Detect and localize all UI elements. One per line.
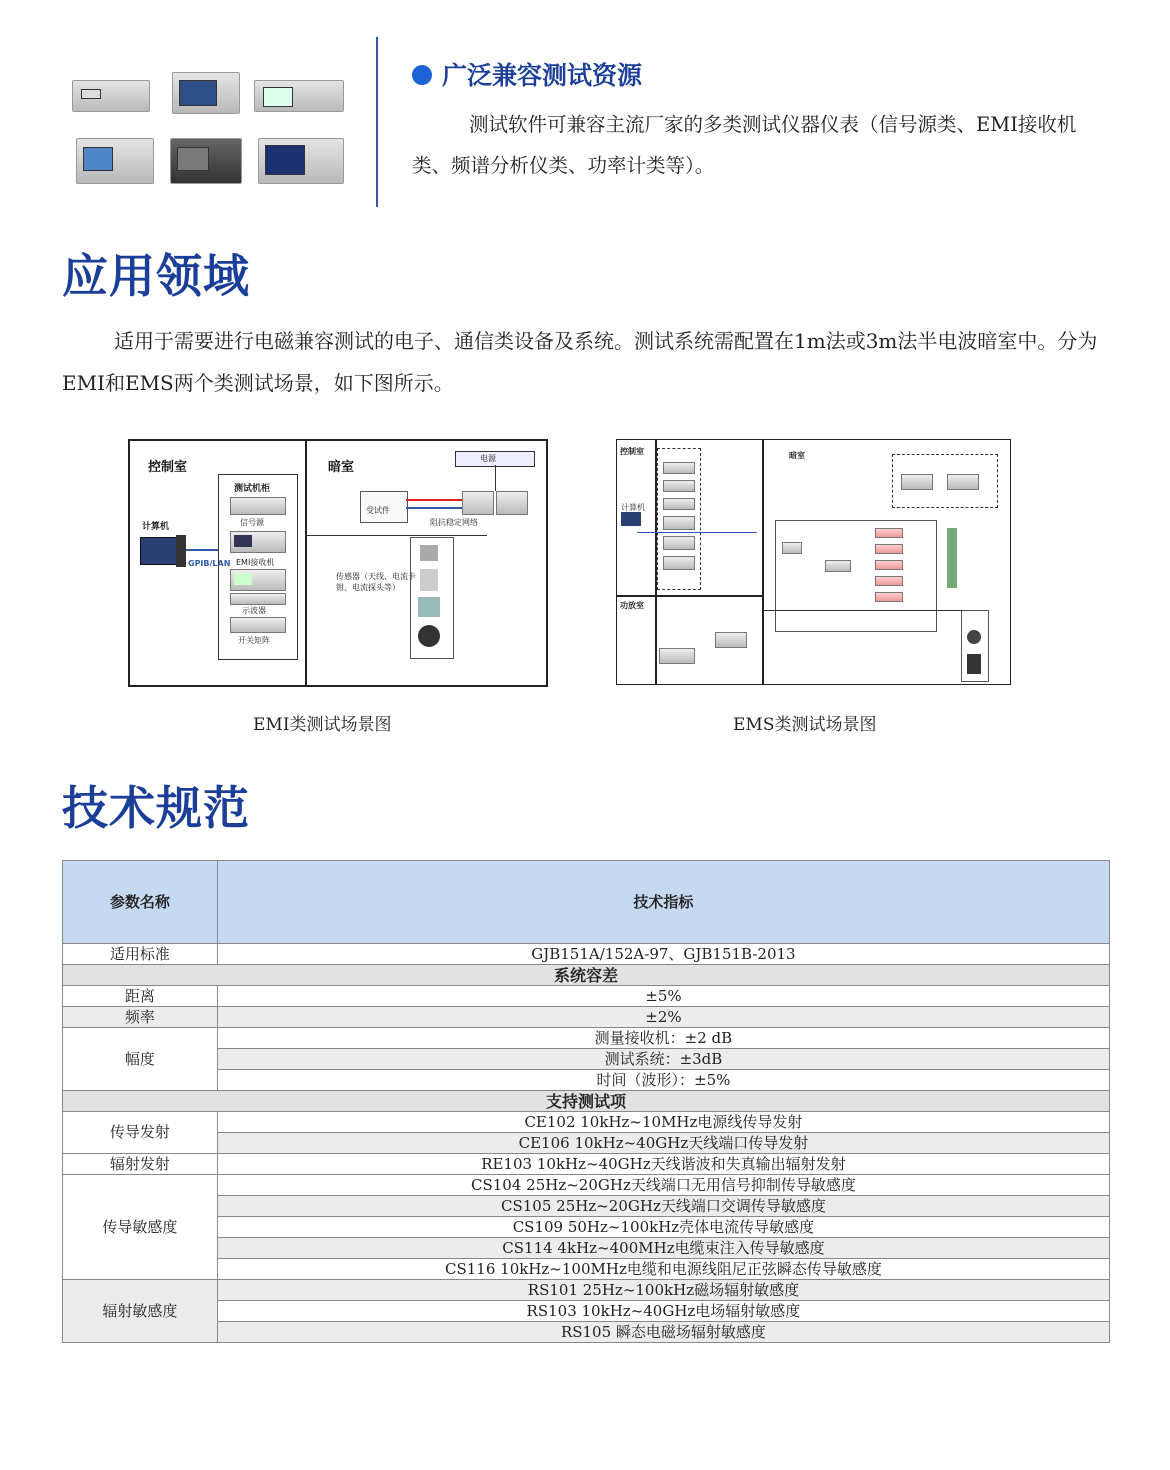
- param-name: 传导发射: [63, 1112, 218, 1154]
- probe-icon: [418, 597, 440, 617]
- param-value: CE102 10kHz~10MHz电源线传导发射: [217, 1112, 1109, 1133]
- amplifier-icon: [875, 528, 903, 538]
- instrument-image: [72, 80, 150, 112]
- param-value: CS116 10kHz~100MHz电缆和电源线阻尼正弦瞬态传导敏感度: [217, 1259, 1109, 1280]
- instrument-image: [254, 80, 344, 112]
- table-row: [63, 1007, 1110, 1028]
- table-row: [63, 1259, 1110, 1280]
- param-value: RS105 瞬态电磁场辐射敏感度: [217, 1322, 1109, 1343]
- ems-caption: EMS类测试场景图: [733, 715, 877, 735]
- param-name: 距离: [63, 986, 218, 1007]
- param-value: 测量接收机：±2 dB: [217, 1028, 1109, 1049]
- lisn-label: 阻抗稳定网络: [430, 518, 478, 527]
- antenna-icon: [420, 569, 438, 591]
- param-value: ±2%: [217, 1007, 1109, 1028]
- instrument-icon: [663, 556, 695, 570]
- current-clamp-icon: [418, 625, 440, 647]
- emi-diagram: [128, 439, 548, 687]
- table-row: [63, 1133, 1110, 1154]
- table-row: [63, 1091, 1110, 1112]
- table-row: [63, 1238, 1110, 1259]
- col-param-header: 参数名称: [63, 861, 218, 944]
- application-text: 适用于需要进行电磁兼容测试的电子、通信类设备及系统。测试系统需配置在1m法或3m法半电波暗室中。分为EMI和EMS两个类测试场景，如下图所示。: [62, 329, 1098, 395]
- param-value: CS105 25Hz~20GHz天线端口交调传导敏感度: [217, 1196, 1109, 1217]
- table-row: [63, 1175, 1110, 1196]
- amplifier-icon: [875, 576, 903, 586]
- param-value: CS104 25Hz~20GHz天线端口无用信号抑制传导敏感度: [217, 1175, 1109, 1196]
- oscilloscope-icon: [230, 593, 286, 605]
- instrument-image: [258, 138, 344, 184]
- resource-text: 测试软件可兼容主流厂家的多类测试仪器仪表（信号源类、EMI接收机类、频谱分析仪类、功率计类等）。: [412, 113, 1077, 177]
- param-value: RS101 25Hz~100kHz磁场辐射敏感度: [217, 1280, 1109, 1301]
- probe-icon: [967, 654, 981, 674]
- table-row: [63, 986, 1110, 1007]
- col-index-header: 技术指标: [217, 861, 1109, 944]
- dark-room-label: 暗室: [789, 451, 805, 460]
- param-name: 适用标准: [63, 944, 218, 965]
- receiver-label: EMI接收机: [236, 558, 275, 567]
- param-value: CS109 50Hz~100kHz壳体电流传导敏感度: [217, 1217, 1109, 1238]
- group-header: 系统容差: [63, 965, 1110, 986]
- switch-label: 开关矩阵: [238, 636, 270, 645]
- divider: [376, 37, 378, 207]
- instrument-image: [170, 138, 242, 184]
- bullet-icon: [412, 65, 432, 85]
- amplifier-icon: [659, 648, 695, 664]
- dark-room-label: 暗室: [328, 460, 355, 475]
- signal-source-label: 信号源: [240, 518, 264, 527]
- application-heading: 应用领域: [62, 249, 250, 303]
- receiver-icon: [230, 569, 286, 591]
- table-row: [63, 1301, 1110, 1322]
- ems-diagram: [616, 439, 1011, 685]
- table-row: [63, 944, 1110, 965]
- control-room-label: 控制室: [620, 447, 644, 456]
- instrument-icon: [663, 516, 695, 530]
- param-value: 测试系统：±3dB: [217, 1049, 1109, 1070]
- table-row: [63, 1280, 1110, 1301]
- table-row: [63, 1154, 1110, 1175]
- cabinet-label: 测试机柜: [234, 484, 271, 494]
- param-name: 传导敏感度: [63, 1175, 218, 1280]
- amp-room-label: 功放室: [620, 601, 644, 610]
- control-room-label: 控制室: [148, 460, 188, 475]
- cabinet-device-icon: [230, 497, 286, 515]
- table-row: [63, 1217, 1110, 1238]
- group-header: 支持测试项: [63, 1091, 1110, 1112]
- spec-table: [62, 860, 1110, 1343]
- table-row: [63, 1112, 1110, 1133]
- table-row: [63, 965, 1110, 986]
- param-value: RE103 10kHz~40GHz天线谐波和失真输出辐射发射: [217, 1154, 1109, 1175]
- resource-title: 广泛兼容测试资源: [442, 61, 643, 90]
- table-row: [63, 1028, 1110, 1049]
- spec-heading: 技术规范: [62, 781, 250, 835]
- instrument-image: [76, 138, 154, 184]
- instrument-icon: [901, 474, 933, 490]
- instrument-icon: [663, 536, 695, 550]
- switch-icon: [825, 560, 851, 572]
- switch-icon: [230, 617, 286, 633]
- oscilloscope-label: 示波器: [242, 606, 266, 615]
- table-row: [63, 1196, 1110, 1217]
- amplifier-icon: [782, 542, 802, 554]
- param-value: ±5%: [217, 986, 1109, 1007]
- param-name: 幅度: [63, 1028, 218, 1091]
- param-name: 辐射发射: [63, 1154, 218, 1175]
- amplifier-icon: [715, 632, 747, 648]
- gpib-label: GPIB/LAN: [188, 559, 231, 568]
- amplifier-icon: [875, 592, 903, 602]
- param-value: CS114 4kHz~400MHz电缆束注入传导敏感度: [217, 1238, 1109, 1259]
- computer-tower-icon: [176, 535, 186, 567]
- probe-icon: [967, 630, 981, 644]
- dut-label: 受试件: [366, 506, 390, 515]
- param-value: CE106 10kHz~40GHz天线端口传导发射: [217, 1133, 1109, 1154]
- param-value: 时间（波形）：±5%: [217, 1070, 1109, 1091]
- signal-source-icon: [230, 531, 286, 553]
- antenna-icon: [420, 545, 438, 561]
- amplifier-icon: [875, 560, 903, 570]
- param-value: GJB151A/152A-97、GJB151B-2013: [217, 944, 1109, 965]
- instrument-image: [172, 72, 240, 114]
- antenna-icon: [947, 528, 957, 588]
- lisn-icon: [496, 491, 528, 515]
- computer-label: 计算机: [142, 522, 170, 532]
- instrument-icon: [663, 462, 695, 474]
- computer-icon: [621, 512, 641, 526]
- instrument-icon: [663, 498, 695, 510]
- table-row: [63, 1049, 1110, 1070]
- amplifier-icon: [875, 544, 903, 554]
- table-row: [63, 1070, 1110, 1091]
- param-name: 频率: [63, 1007, 218, 1028]
- emi-caption: EMI类测试场景图: [253, 715, 392, 735]
- sensor-label: 传感器（天线、电流卡钳、电流探头等）: [336, 572, 416, 592]
- instrument-icon: [947, 474, 979, 490]
- computer-label: 计算机: [621, 503, 645, 512]
- param-value: RS103 10kHz~40GHz电场辐射敏感度: [217, 1301, 1109, 1322]
- param-name: 辐射敏感度: [63, 1280, 218, 1343]
- lisn-icon: [462, 491, 494, 515]
- power-label: 电源: [480, 454, 496, 463]
- instrument-icon: [663, 480, 695, 492]
- table-row: [63, 1322, 1110, 1343]
